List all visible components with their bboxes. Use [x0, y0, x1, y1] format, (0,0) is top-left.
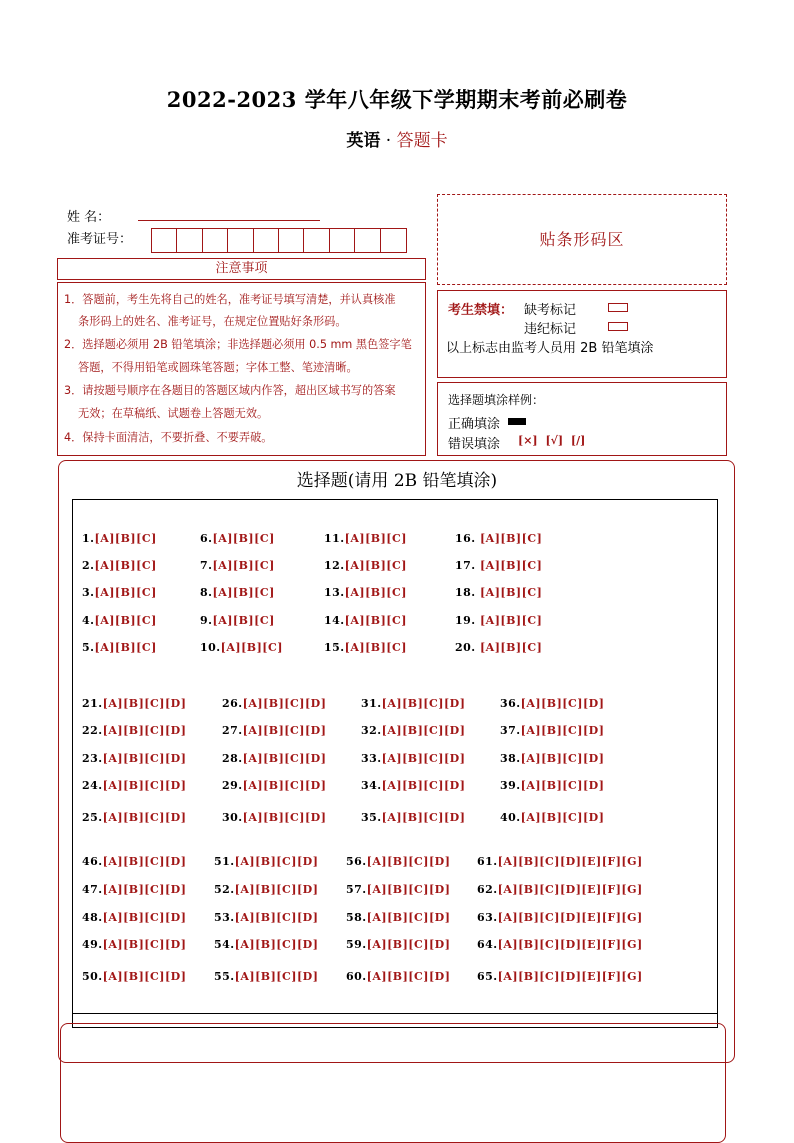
- question-number: 4.: [82, 614, 95, 627]
- answer-options[interactable]: [A][B][C][D]: [242, 779, 327, 792]
- question-26[interactable]: [222, 697, 326, 710]
- answer-options[interactable]: [A][B][C][D]: [234, 911, 319, 924]
- question-20[interactable]: [455, 641, 542, 654]
- question-number: 39.: [500, 779, 521, 792]
- card-label: 答题卡: [396, 131, 448, 151]
- answer-options[interactable]: [A][B][C][D]: [520, 811, 605, 824]
- question-number: 8.: [200, 586, 213, 599]
- question-number: 11.: [324, 532, 345, 545]
- question-number: 2.: [82, 559, 95, 572]
- exam-id-boxes[interactable]: [151, 228, 407, 253]
- notice-line: 条形码上的姓名、准考证号，在规定位置贴好条形码。: [78, 315, 347, 328]
- question-9[interactable]: [200, 614, 275, 627]
- answer-options[interactable]: [A][B][C]: [479, 586, 543, 599]
- answer-options[interactable]: [A][B][C]: [212, 614, 275, 627]
- question-number: 32.: [361, 724, 382, 737]
- answer-options[interactable]: [A][B][C][D]: [102, 938, 187, 951]
- question-35[interactable]: [361, 811, 465, 824]
- question-4[interactable]: [82, 614, 157, 627]
- question-47[interactable]: [82, 883, 186, 896]
- notice-line: 2．选择题必须用 2B 铅笔填涂；非选择题必须用 0.5 mm 黑色签字笔: [64, 338, 412, 351]
- answer-options[interactable]: [A][B][C][D][E][F][G]: [497, 970, 643, 983]
- answer-options[interactable]: [A][B][C][D]: [102, 811, 187, 824]
- question-11[interactable]: [324, 532, 407, 545]
- question-number: 36.: [500, 697, 521, 710]
- question-number: 54.: [214, 938, 235, 951]
- answer-options[interactable]: [A][B][C][D]: [520, 779, 605, 792]
- fill-sample-label: 选择题填涂样例：: [448, 393, 545, 407]
- notice-heading: 注意事项: [57, 258, 426, 280]
- exam-marks-label: 考生禁填：: [448, 303, 514, 318]
- question-number: 27.: [222, 724, 243, 737]
- answer-options[interactable]: [A][B][C][D]: [520, 697, 605, 710]
- notice-line: 无效；在草稿纸、试题卷上答题无效。: [78, 407, 269, 420]
- question-number: 1.: [82, 532, 95, 545]
- question-32[interactable]: [361, 724, 465, 737]
- answer-options[interactable]: [A][B][C]: [344, 641, 407, 654]
- question-46[interactable]: [82, 855, 186, 868]
- answer-options[interactable]: [A][B][C]: [212, 559, 275, 572]
- exam-id-digit-box[interactable]: [304, 229, 329, 252]
- exam-id-digit-box[interactable]: [177, 229, 202, 252]
- answer-options[interactable]: [A][B][C][D]: [102, 697, 187, 710]
- answer-options[interactable]: [A][B][C][D]: [102, 752, 187, 765]
- answer-options[interactable]: [A][B][C]: [344, 532, 407, 545]
- choice-section-title: 选择题(请用 2B 铅笔填涂): [296, 471, 498, 491]
- question-64[interactable]: [477, 938, 643, 951]
- question-54[interactable]: [214, 938, 318, 951]
- question-number: 30.: [222, 811, 243, 824]
- answer-options[interactable]: [A][B][C][D][E][F][G]: [497, 855, 643, 868]
- question-12[interactable]: [324, 559, 407, 572]
- answer-options[interactable]: [A][B][C][D]: [366, 938, 451, 951]
- question-number: 58.: [346, 911, 367, 924]
- answer-options[interactable]: [A][B][C]: [94, 641, 157, 654]
- answer-options[interactable]: [A][B][C][D]: [102, 855, 187, 868]
- question-7[interactable]: [200, 559, 275, 572]
- question-13[interactable]: [324, 586, 407, 599]
- question-number: 18.: [455, 586, 480, 599]
- question-28[interactable]: [222, 752, 326, 765]
- question-23[interactable]: [82, 752, 186, 765]
- question-number: 40.: [500, 811, 521, 824]
- answer-options[interactable]: [A][B][C][D]: [381, 811, 466, 824]
- question-number: 60.: [346, 970, 367, 983]
- question-number: 59.: [346, 938, 367, 951]
- question-number: 34.: [361, 779, 382, 792]
- answer-options[interactable]: [A][B][C]: [220, 641, 283, 654]
- question-60[interactable]: [346, 970, 450, 983]
- answer-options[interactable]: [A][B][C][D]: [102, 911, 187, 924]
- absent-mark-box[interactable]: [608, 303, 628, 312]
- question-27[interactable]: [222, 724, 326, 737]
- question-53[interactable]: [214, 911, 318, 924]
- question-61[interactable]: [477, 855, 643, 868]
- question-57[interactable]: [346, 883, 450, 896]
- answer-options[interactable]: [A][B][C]: [212, 586, 275, 599]
- answer-options[interactable]: [A][B][C][D]: [381, 779, 466, 792]
- question-59[interactable]: [346, 938, 450, 951]
- notice-line: 答题，不得用铅笔或圆珠笔答题；字体工整、笔迹清晰。: [78, 361, 358, 374]
- question-38[interactable]: [500, 752, 604, 765]
- question-3[interactable]: [82, 586, 157, 599]
- question-number: 33.: [361, 752, 382, 765]
- wrong-fill-marks: [×] [√] [/]: [518, 434, 586, 447]
- question-19[interactable]: [455, 614, 542, 627]
- question-65[interactable]: [477, 970, 643, 983]
- answer-options[interactable]: [A][B][C]: [94, 614, 157, 627]
- answer-options[interactable]: [A][B][C]: [212, 532, 275, 545]
- question-10[interactable]: [200, 641, 283, 654]
- question-number: 24.: [82, 779, 103, 792]
- question-number: 19.: [455, 614, 480, 627]
- question-number: 52.: [214, 883, 235, 896]
- question-1[interactable]: [82, 532, 157, 545]
- violation-label: 违纪标记: [524, 322, 577, 337]
- question-5[interactable]: [82, 641, 157, 654]
- correct-fill-label: 正确填涂: [448, 417, 501, 432]
- answer-options[interactable]: [A][B][C]: [479, 614, 543, 627]
- question-50[interactable]: [82, 970, 186, 983]
- answer-options[interactable]: [A][B][C]: [344, 586, 407, 599]
- answer-options[interactable]: [A][B][C][D]: [242, 752, 327, 765]
- question-number: 23.: [82, 752, 103, 765]
- question-number: 62.: [477, 883, 498, 896]
- exam-id-label: 准考证号：: [67, 232, 133, 247]
- answer-options[interactable]: [A][B][C][D]: [366, 911, 451, 924]
- question-number: 38.: [500, 752, 521, 765]
- answer-options[interactable]: [A][B][C][D][E][F][G]: [497, 938, 643, 951]
- question-40[interactable]: [500, 811, 604, 824]
- question-number: 35.: [361, 811, 382, 824]
- question-25[interactable]: [82, 811, 186, 824]
- question-52[interactable]: [214, 883, 318, 896]
- question-number: 22.: [82, 724, 103, 737]
- answer-options[interactable]: [A][B][C][D]: [234, 938, 319, 951]
- question-number: 51.: [214, 855, 235, 868]
- answer-options[interactable]: [A][B][C]: [344, 614, 407, 627]
- answer-options[interactable]: [A][B][C][D]: [234, 855, 319, 868]
- question-number: 26.: [222, 697, 243, 710]
- question-55[interactable]: [214, 970, 318, 983]
- question-2[interactable]: [82, 559, 157, 572]
- answer-options[interactable]: [A][B][C][D]: [234, 970, 319, 983]
- question-21[interactable]: [82, 697, 186, 710]
- question-48[interactable]: [82, 911, 186, 924]
- barcode-label: 贴条形码区: [539, 230, 625, 249]
- question-number: 25.: [82, 811, 103, 824]
- fill-sample-box: [437, 382, 727, 456]
- wrong-fill-label: 错误填涂: [448, 437, 501, 452]
- answer-options[interactable]: [A][B][C]: [344, 559, 407, 572]
- question-33[interactable]: [361, 752, 465, 765]
- answer-options[interactable]: [A][B][C]: [479, 532, 543, 545]
- answer-options[interactable]: [A][B][C][D]: [381, 724, 466, 737]
- exam-id-digit-box[interactable]: [330, 229, 355, 252]
- notice-line: 4．保持卡面清洁，不要折叠、不要弄破。: [64, 431, 273, 444]
- exam-marks-box: [437, 290, 727, 378]
- page-subtitle: [0, 126, 794, 151]
- question-number: 17.: [455, 559, 480, 572]
- question-number: 6.: [200, 532, 213, 545]
- answer-options[interactable]: [A][B][C][D]: [102, 883, 187, 896]
- exam-id-digit-box[interactable]: [203, 229, 228, 252]
- filled-sample-mark: [508, 418, 526, 425]
- answer-options[interactable]: [A][B][C]: [94, 532, 157, 545]
- question-63[interactable]: [477, 911, 643, 924]
- answer-options[interactable]: [A][B][C][D]: [234, 883, 319, 896]
- question-58[interactable]: [346, 911, 450, 924]
- question-number: 55.: [214, 970, 235, 983]
- question-30[interactable]: [222, 811, 326, 824]
- question-number: 57.: [346, 883, 367, 896]
- question-36[interactable]: [500, 697, 604, 710]
- next-section-frame: [60, 1023, 726, 1143]
- question-37[interactable]: [500, 724, 604, 737]
- question-31[interactable]: [361, 697, 465, 710]
- exam-id-digit-box[interactable]: [279, 229, 304, 252]
- question-number: 47.: [82, 883, 103, 896]
- answer-options[interactable]: [A][B][C]: [94, 559, 157, 572]
- question-number: 13.: [324, 586, 345, 599]
- question-22[interactable]: [82, 724, 186, 737]
- question-62[interactable]: [477, 883, 643, 896]
- question-34[interactable]: [361, 779, 465, 792]
- page-title: 2022-2023 学年八年级下学期期末考前必刷卷: [166, 87, 628, 112]
- question-number: 29.: [222, 779, 243, 792]
- answer-options[interactable]: [A][B][C][D]: [242, 724, 327, 737]
- question-17[interactable]: [455, 559, 542, 572]
- answer-options[interactable]: [A][B][C][D]: [366, 970, 451, 983]
- question-number: 15.: [324, 641, 345, 654]
- question-number: 3.: [82, 586, 95, 599]
- answer-options[interactable]: [A][B][C][D]: [102, 970, 187, 983]
- question-number: 5.: [82, 641, 95, 654]
- answer-options[interactable]: [A][B][C][D]: [366, 855, 451, 868]
- exam-marks-note: 以上标志由监考人员用 2B 铅笔填涂: [446, 341, 654, 356]
- subject-label: 英语: [346, 131, 381, 151]
- question-18[interactable]: [455, 586, 542, 599]
- question-8[interactable]: [200, 586, 275, 599]
- answer-options[interactable]: [A][B][C][D]: [242, 811, 327, 824]
- question-16[interactable]: [455, 532, 542, 545]
- question-number: 31.: [361, 697, 382, 710]
- notice-line: 1．答题前，考生先将自己的姓名，准考证号填写清楚，并认真核准: [64, 293, 396, 306]
- question-number: 63.: [477, 911, 498, 924]
- absent-label: 缺考标记: [524, 303, 577, 318]
- answer-options[interactable]: [A][B][C][D]: [242, 697, 327, 710]
- question-14[interactable]: [324, 614, 407, 627]
- violation-mark-box[interactable]: [608, 322, 628, 331]
- answer-options[interactable]: [A][B][C][D]: [102, 724, 187, 737]
- question-number: 46.: [82, 855, 103, 868]
- question-number: 65.: [477, 970, 498, 983]
- question-number: 49.: [82, 938, 103, 951]
- name-field[interactable]: [138, 219, 320, 221]
- question-51[interactable]: [214, 855, 318, 868]
- exam-id-digit-box[interactable]: [152, 229, 177, 252]
- answer-options[interactable]: [A][B][C]: [479, 559, 543, 572]
- barcode-area: [437, 194, 727, 285]
- answer-options[interactable]: [A][B][C][D]: [520, 724, 605, 737]
- question-15[interactable]: [324, 641, 407, 654]
- question-number: 21.: [82, 697, 103, 710]
- notice-line: 3．请按题号顺序在各题目的答题区域内作答，超出区域书写的答案: [64, 384, 396, 397]
- answer-options[interactable]: [A][B][C]: [94, 586, 157, 599]
- exam-id-digit-box[interactable]: [254, 229, 279, 252]
- question-number: 61.: [477, 855, 498, 868]
- exam-id-digit-box[interactable]: [228, 229, 253, 252]
- question-number: 14.: [324, 614, 345, 627]
- question-number: 56.: [346, 855, 367, 868]
- answer-options[interactable]: [A][B][C][D]: [102, 779, 187, 792]
- answer-options[interactable]: [A][B][C][D][E][F][G]: [497, 883, 643, 896]
- answer-options[interactable]: [A][B][C][D]: [520, 752, 605, 765]
- question-6[interactable]: [200, 532, 275, 545]
- subtitle-separator: ·: [385, 131, 392, 151]
- answer-options[interactable]: [A][B][C]: [479, 641, 543, 654]
- notice-box: [57, 282, 426, 456]
- question-number: 37.: [500, 724, 521, 737]
- question-49[interactable]: [82, 938, 186, 951]
- question-number: 53.: [214, 911, 235, 924]
- question-24[interactable]: [82, 779, 186, 792]
- question-39[interactable]: [500, 779, 604, 792]
- question-number: 12.: [324, 559, 345, 572]
- exam-id-digit-box[interactable]: [381, 229, 406, 252]
- exam-id-digit-box[interactable]: [355, 229, 380, 252]
- question-number: 28.: [222, 752, 243, 765]
- question-number: 48.: [82, 911, 103, 924]
- question-56[interactable]: [346, 855, 450, 868]
- answer-options[interactable]: [A][B][C][D][E][F][G]: [497, 911, 643, 924]
- name-label: 姓 名：: [67, 210, 111, 225]
- question-number: 10.: [200, 641, 221, 654]
- answer-options[interactable]: [A][B][C][D]: [381, 752, 466, 765]
- answer-options[interactable]: [A][B][C][D]: [381, 697, 466, 710]
- question-29[interactable]: [222, 779, 326, 792]
- question-number: 9.: [200, 614, 213, 627]
- question-number: 64.: [477, 938, 498, 951]
- answer-options[interactable]: [A][B][C][D]: [366, 883, 451, 896]
- question-number: 50.: [82, 970, 103, 983]
- question-number: 20.: [455, 641, 480, 654]
- question-number: 7.: [200, 559, 213, 572]
- question-number: 16.: [455, 532, 480, 545]
